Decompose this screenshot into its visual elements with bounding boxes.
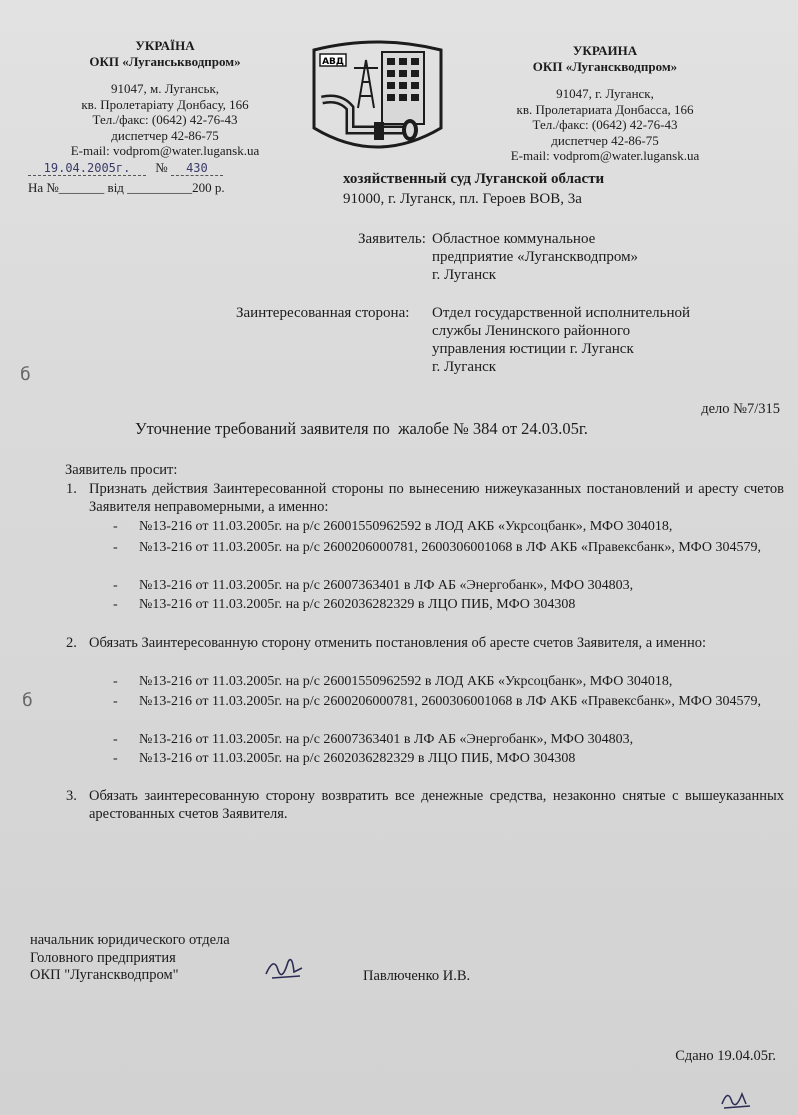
header-left-dispatcher: диспетчер 42-86-75 <box>111 127 219 143</box>
court-name: хозяйственный суд Луганской области <box>343 171 605 187</box>
intro-text: Заявитель просит: <box>65 462 178 478</box>
applicant-line: предприятие «Луганскводпром» <box>432 249 639 265</box>
logo-text: АВД <box>322 57 344 67</box>
header-right-addr2: кв. Пролетариата Донбасса, 166 <box>516 101 694 117</box>
water-utility-logo-icon <box>310 38 445 163</box>
applicant-line: Областное коммунальное <box>432 231 596 247</box>
sub-item: - №13-216 от 11.03.2005г. на р/с 2602036282329 в ЛЦО ПИБ, МФО 304308 <box>113 597 576 612</box>
item-text: Обязать Заинтересованную сторону отменить постановления об аресте счетов Заявителя, а именно: <box>89 635 706 651</box>
case-number: дело №7/315 <box>701 401 780 417</box>
signatory-name: Павлюченко И.В. <box>363 968 471 984</box>
sub-item: - №13-216 от 11.03.2005г. на р/с 26001550962592 в ЛОД АКБ «Укрсоцбанк», МФО 304018, <box>113 519 673 534</box>
item-number: 1. <box>66 481 77 497</box>
header-right <box>490 43 720 164</box>
header-right-email: E-mail: vodprom@water.lugansk.ua <box>510 148 700 163</box>
interested-party-label: Заинтересованная сторона: <box>236 305 410 321</box>
interested-party-block <box>432 304 690 376</box>
header-left-addr2: кв. Пролетаріату Донбасу, 166 <box>81 96 249 112</box>
margin-mark: б <box>20 364 31 385</box>
submitted-note: Сдано 19.04.05г. <box>675 1048 776 1064</box>
header-left-org: ОКП «Луганськводпром» <box>89 53 241 69</box>
margin-mark: б <box>22 690 33 711</box>
signature-title-line: Головного предприятия <box>30 949 176 966</box>
header-left-email: E-mail: vodprom@water.lugansk.ua <box>70 143 260 158</box>
header-right-addr1: 91047, г. Луганск, <box>556 86 654 101</box>
sub-item: - №13-216 от 11.03.2005г. на р/с 26001550962592 в ЛОД АКБ «Укрсоцбанк», МФО 304018, <box>113 674 673 689</box>
registration-date: 19.04.2005г. <box>28 161 146 176</box>
sub-item-text: №13-216 от 11.03.2005г. на р/с 2602036282329 в ЛЦО ПИБ, МФО 304308 <box>139 751 576 766</box>
sub-item: - №13-216 от 11.03.2005г. на р/с 2600206000781, 2600306001068 в ЛФ АКБ «Правексбанк», МФО 304579, <box>113 694 762 709</box>
sub-item-text: №13-216 от 11.03.2005г. на р/с 26007363401 в ЛФ АБ «Энергобанк», МФО 304803, <box>139 732 634 747</box>
registration-no-label: № <box>155 160 168 175</box>
initials-mark <box>716 1086 756 1115</box>
signature-block <box>30 932 230 985</box>
item-number: 3. <box>66 788 77 804</box>
document-title: Уточнение требований заявителя по жалобе № 384 от 24.03.05г. <box>135 419 588 438</box>
header-right-country: УКРАИНА <box>572 43 638 58</box>
interested-party-line: управления юстиции г. Луганск <box>432 341 634 357</box>
interested-party-line: г. Луганск <box>432 359 497 375</box>
sub-item-text: №13-216 от 11.03.2005г. на р/с 2602036282329 в ЛЦО ПИБ, МФО 304308 <box>139 597 576 612</box>
sub-item: - №13-216 от 11.03.2005г. на р/с 26007363401 в ЛФ АБ «Энергобанк», МФО 304803, <box>113 732 634 747</box>
sub-item: - №13-216 от 11.03.2005г. на р/с 2600206000781, 2600306001068 в ЛФ АКБ «Правексбанк», МФО 304579, <box>113 540 762 555</box>
applicant-label: Заявитель: <box>358 231 426 247</box>
interested-party-line: Отдел государственной исполнительной <box>432 305 691 321</box>
sub-item: - №13-216 от 11.03.2005г. на р/с 26007363401 в ЛФ АБ «Энергобанк», МФО 304803, <box>113 578 634 593</box>
sub-item-text: №13-216 от 11.03.2005г. на р/с 26007363401 в ЛФ АБ «Энергобанк», МФО 304803, <box>139 578 634 593</box>
item-text: Обязать заинтересованную сторону возвратить все денежные средства, незаконно снятые с вышеуказанных арестованных счетов Заявителя. <box>89 788 784 822</box>
sub-item-text: №13-216 от 11.03.2005г. на р/с 2600206000781, 2600306001068 в ЛФ АКБ «Правексбанк», МФО 304579, <box>139 694 762 709</box>
reference-line: На №_______ від __________200 р. <box>28 180 225 195</box>
signature-title-line: начальник юридического отдела <box>30 932 230 948</box>
applicant-line: г. Луганск <box>432 267 497 283</box>
item-text: Признать действия Заинтересованной стороны по вынесению нижеуказанных постановлений и аресту счетов Заявителя неправомерными, а именно: <box>89 481 784 515</box>
header-right-org: ОКП «Луганскводпром» <box>532 58 678 74</box>
sub-item-text: №13-216 от 11.03.2005г. на р/с 2600206000781, 2600306001068 в ЛФ АКБ «Правексбанк», МФО 304579, <box>139 540 762 555</box>
header-left <box>50 38 280 159</box>
applicant-block <box>432 230 638 284</box>
signature-title-line: ОКП "Луганскводпром" <box>30 967 179 983</box>
court-address: 91000, г. Луганск, пл. Героев ВОВ, 3а <box>343 191 582 207</box>
header-right-phone: Тел./факс: (0642) 42-76-43 <box>532 117 678 132</box>
item-number: 2. <box>66 635 77 651</box>
header-left-addr1: 91047, м. Луганськ, <box>110 81 220 96</box>
sub-item-text: №13-216 от 11.03.2005г. на р/с 26001550962592 в ЛОД АКБ «Укрсоцбанк», МФО 304018, <box>139 519 673 534</box>
header-left-country: УКРАЇНА <box>135 38 195 53</box>
sub-item-text: №13-216 от 11.03.2005г. на р/с 26001550962592 в ЛОД АКБ «Укрсоцбанк», МФО 304018, <box>139 674 673 689</box>
handwritten-signature <box>262 952 308 989</box>
header-left-phone: Тел./факс: (0642) 42-76-43 <box>92 112 238 127</box>
interested-party-line: службы Ленинского районного <box>432 323 631 339</box>
registration-number: 430 <box>171 161 223 176</box>
sub-item: - №13-216 от 11.03.2005г. на р/с 2602036282329 в ЛЦО ПИБ, МФО 304308 <box>113 751 576 766</box>
registration-line <box>28 160 268 176</box>
header-right-dispatcher: диспетчер 42-86-75 <box>551 132 659 148</box>
